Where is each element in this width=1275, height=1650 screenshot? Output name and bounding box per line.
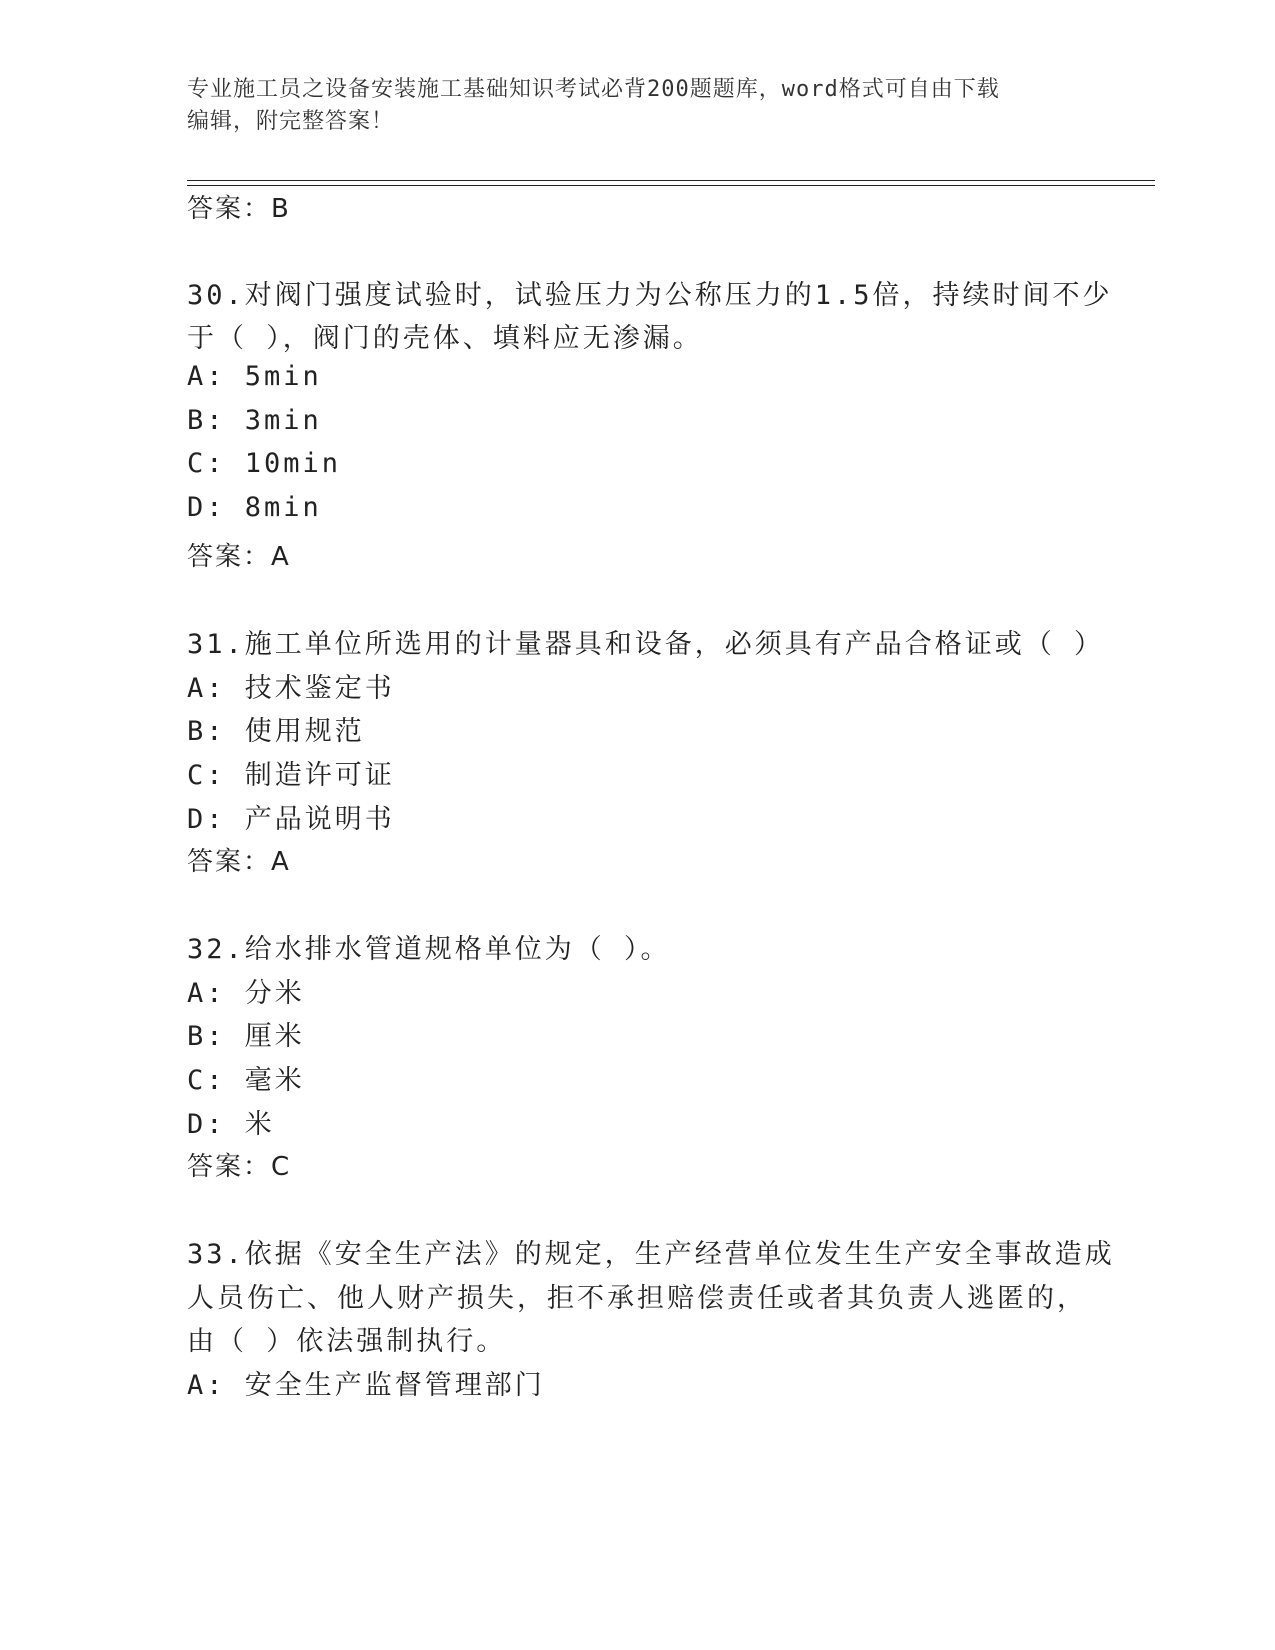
question-30-answer: 答案：A xyxy=(187,542,291,572)
header-rule-bottom xyxy=(187,185,1155,186)
question-31-option-a: A: 技术鉴定书 xyxy=(187,673,395,704)
question-32-option-c: C: 毫米 xyxy=(187,1065,305,1096)
question-32-option-d: D: 米 xyxy=(187,1109,275,1140)
question-30-stem-line-2: 于（ ），阀门的壳体、填料应无渗漏。 xyxy=(187,323,703,354)
question-31-stem-line-1: 31.施工单位所选用的计量器具和设备，必须具有产品合格证或（ ） xyxy=(187,629,1105,660)
question-30-option-c: C: 10min xyxy=(187,448,342,479)
question-30-option-b: B: 3min xyxy=(187,405,322,436)
question-33-stem-line-3: 由（ ）依法强制执行。 xyxy=(187,1326,507,1357)
question-32-option-b: B: 厘米 xyxy=(187,1021,305,1052)
header-title-line-2: 编辑，附完整答案！ xyxy=(187,109,395,134)
question-33-option-a: A: 安全生产监督管理部门 xyxy=(187,1370,545,1401)
question-33-stem-line-1: 33.依据《安全生产法》的规定，生产经营单位发生生产安全事故造成 xyxy=(187,1239,1115,1270)
question-31-option-d: D: 产品说明书 xyxy=(187,804,395,835)
question-31-option-b: B: 使用规范 xyxy=(187,716,365,747)
header-title-line-1: 专业施工员之设备安装施工基础知识考试必背200题题库，word格式可自由下载 xyxy=(187,77,1000,102)
question-30-option-d: D: 8min xyxy=(187,492,322,523)
question-32-option-a: A: 分米 xyxy=(187,978,305,1009)
question-33-stem-line-2: 人员伤亡、他人财产损失，拒不承担赔偿责任或者其负责人逃匿的， xyxy=(187,1283,1087,1314)
question-31-answer: 答案：A xyxy=(187,847,291,877)
header-rule-top xyxy=(187,180,1155,181)
question-31-option-c: C: 制造许可证 xyxy=(187,760,395,791)
question-32-answer: 答案：C xyxy=(187,1152,292,1182)
question-32-stem-line-1: 32.给水排水管道规格单位为（ ）。 xyxy=(187,934,671,965)
document-header xyxy=(187,74,1087,138)
prev-answer: 答案：B xyxy=(187,194,291,224)
question-30-option-a: A: 5min xyxy=(187,361,322,392)
question-30-stem-line-1: 30.对阀门强度试验时，试验压力为公称压力的1.5倍，持续时间不少 xyxy=(187,280,1113,311)
